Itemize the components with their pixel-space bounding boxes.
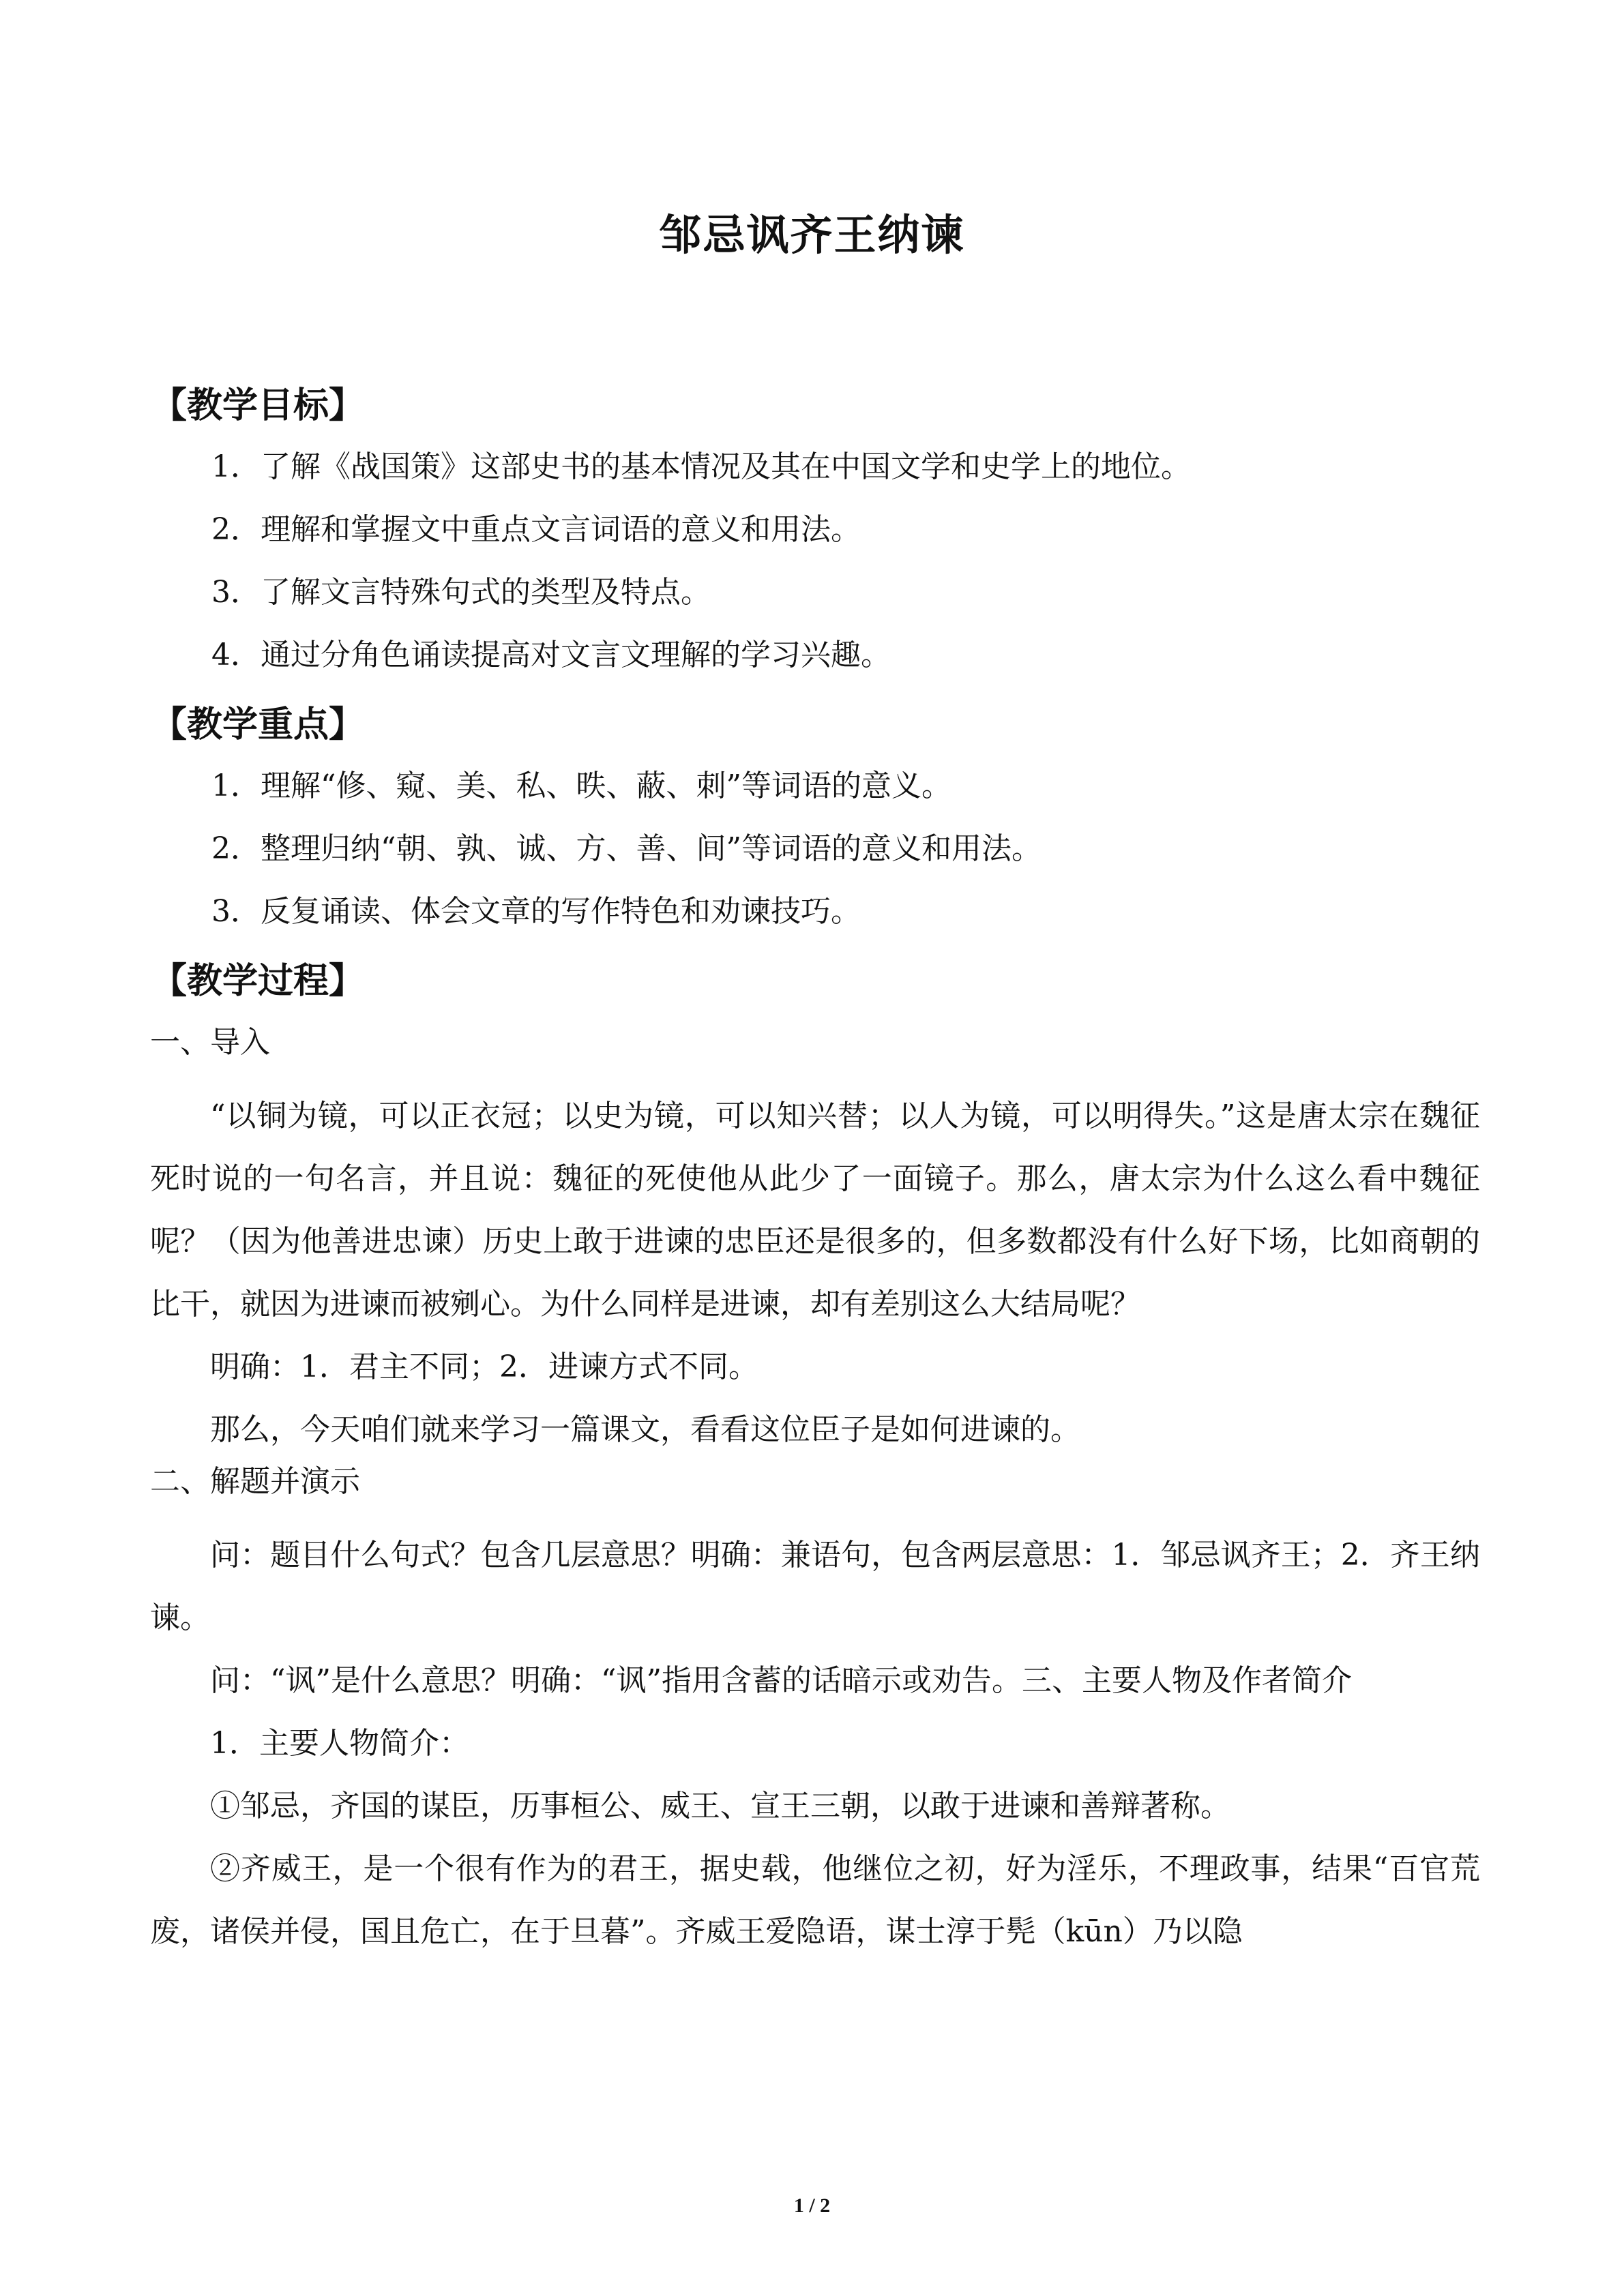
goal-item: 1．了解《战国策》这部史书的基本情况及其在中国文学和史学上的地位。 — [211, 449, 1191, 484]
title-question-2: 问：“讽”是什么意思？明确：“讽”指用含蓄的话暗示或劝告。三、主要人物及作者简介 — [210, 1663, 1352, 1698]
subheading-intro: 一、导入 — [150, 1025, 270, 1060]
intro-transition: 那么，今天咱们就来学习一篇课文，看看这位臣子是如何进谏的。 — [210, 1412, 1080, 1447]
section-heading-focus: 【教学重点】 — [151, 704, 365, 745]
document-title: 邹忌讽齐王纳谏 — [659, 210, 965, 260]
page-number: 1 / 2 — [793, 2194, 831, 2217]
document-body — [150, 378, 1480, 1963]
subheading-title-analysis: 二、解题并演示 — [150, 1464, 360, 1499]
section-heading-process: 【教学过程】 — [151, 960, 365, 1002]
intro-answer: 明确：1．君主不同；2．进谏方式不同。 — [210, 1350, 758, 1384]
people-heading: 1．主要人物简介： — [210, 1726, 469, 1761]
title-question-1: 问：题目什么句式？包含几层意思？明确：兼语句，包含两层意思：1．邹忌讽齐王；2．齐王纳谏。 — [150, 1538, 1480, 1635]
intro-paragraph: “以铜为镜，可以正衣冠；以史为镜，可以知兴替；以人为镜，可以明得失。”这是唐太宗在魏征死时说的一句名言，并且说：魏征的死使他从此少了一面镜子。那么，唐太宗为什么这么看中魏征呢？（因为他善进忠谏）历史上敢于进谏的忠臣还是很多的，但多数都没有什么好下场，比如商朝的比干，就因为进谏而被剜心。为什么同样是进谏，却有差别这么大结局呢？ — [150, 1099, 1480, 1322]
goal-item: 2．理解和掌握文中重点文言词语的意义和用法。 — [211, 512, 861, 547]
section-heading-goals: 【教学目标】 — [151, 385, 365, 426]
focus-item: 2．整理归纳“朝、孰、诚、方、善、间”等词语的意义和用法。 — [211, 831, 1042, 866]
person-zouji: ①邹忌，齐国的谋臣，历事桓公、威王、宣王三朝，以敢于进谏和善辩著称。 — [210, 1789, 1230, 1823]
focus-item: 1．理解“修、窥、美、私、昳、蔽、刺”等词语的意义。 — [211, 769, 951, 803]
focus-item: 3．反复诵读、体会文章的写作特色和劝谏技巧。 — [211, 894, 861, 929]
goal-item: 3．了解文言特殊句式的类型及特点。 — [211, 575, 711, 610]
goal-item: 4．通过分角色诵读提高对文言文理解的学习兴趣。 — [211, 638, 891, 672]
person-qiweiwang: ②齐威王，是一个很有作为的君王，据史载，他继位之初，好为淫乐，不理政事，结果“百官荒废，诸侯并侵，国且危亡，在于旦暮”。齐威王爱隐语，谋士淳于髡（kūn）乃以隐 — [150, 1851, 1480, 1949]
